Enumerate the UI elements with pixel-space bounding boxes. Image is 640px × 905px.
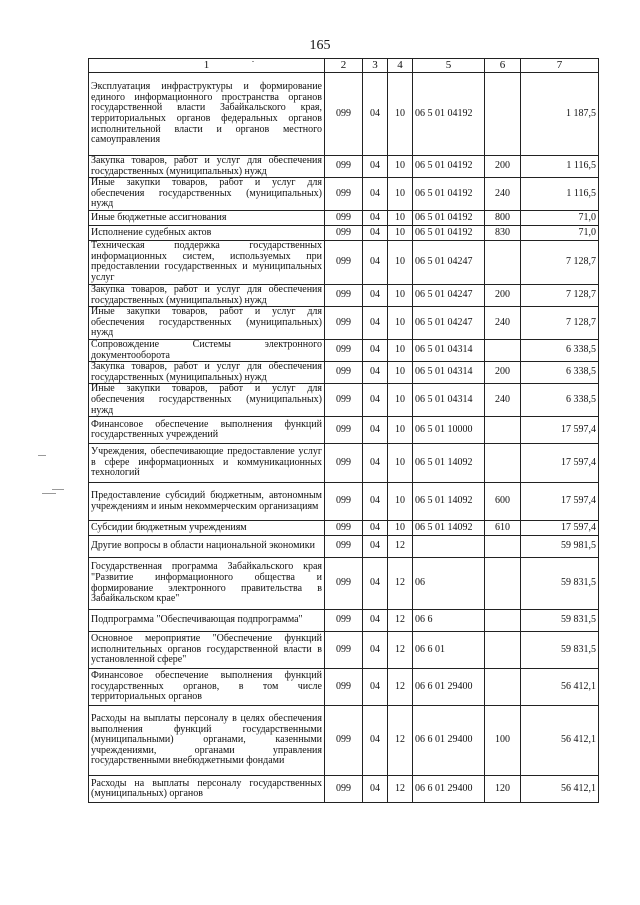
row-target-article: 06 5 01 04314 — [413, 362, 485, 384]
row-target-article: 06 6 01 29400 — [413, 669, 485, 706]
row-target-article: 06 5 01 04192 — [413, 73, 485, 156]
row-section-code: 04 — [363, 444, 388, 483]
row-ministry-code: 099 — [325, 669, 363, 706]
row-amount: 56 412,1 — [521, 776, 599, 803]
row-ministry-code: 099 — [325, 178, 363, 211]
table-row — [89, 536, 599, 558]
row-name: Закупка товаров, работ и услуг для обеспечения государственных (муниципальных) нужд — [89, 156, 325, 178]
scan-speck — [252, 61, 254, 62]
row-target-article: 06 5 01 04192 — [413, 210, 485, 225]
row-subsection-code: 10 — [388, 483, 413, 521]
row-amount: 7 128,7 — [521, 240, 599, 284]
row-amount: 59 831,5 — [521, 610, 599, 632]
scan-speck — [52, 489, 64, 490]
row-target-article: 06 5 01 10000 — [413, 417, 485, 444]
row-subsection-code: 12 — [388, 706, 413, 776]
column-header-2: 2 — [325, 59, 363, 73]
row-expense-type: 240 — [485, 384, 521, 417]
row-subsection-code: 12 — [388, 669, 413, 706]
row-section-code: 04 — [363, 669, 388, 706]
row-ministry-code: 099 — [325, 210, 363, 225]
table-header-row — [89, 59, 599, 73]
row-expense-type — [485, 558, 521, 610]
row-subsection-code: 10 — [388, 362, 413, 384]
row-ministry-code: 099 — [325, 156, 363, 178]
row-name: Закупка товаров, работ и услуг для обеспечения государственных (муниципальных) нужд — [89, 284, 325, 306]
row-expense-type — [485, 240, 521, 284]
page-number: 165 — [309, 38, 331, 53]
row-target-article — [413, 536, 485, 558]
row-target-article: 06 5 01 14092 — [413, 521, 485, 536]
row-target-article: 06 6 — [413, 610, 485, 632]
row-section-code: 04 — [363, 240, 388, 284]
row-ministry-code: 099 — [325, 284, 363, 306]
row-expense-type — [485, 536, 521, 558]
row-expense-type: 200 — [485, 362, 521, 384]
table-row — [89, 339, 599, 361]
row-name: Финансовое обеспечение выполнения функций государственных органов, в том числе территориальных органов — [89, 669, 325, 706]
row-target-article: 06 5 01 04247 — [413, 240, 485, 284]
row-ministry-code: 099 — [325, 225, 363, 240]
row-section-code: 04 — [363, 225, 388, 240]
row-section-code: 04 — [363, 536, 388, 558]
row-name: Расходы на выплаты персоналу в целях обеспечения выполнения функций государственными (муниципальными) органами, казенными учреждениями, органами управления государственными внебюджетными фондами — [89, 706, 325, 776]
row-expense-type — [485, 339, 521, 361]
row-name: Техническая поддержка государственных информационных систем, используемых при предоставлении государственных и муниципальных услуг — [89, 240, 325, 284]
row-expense-type: 240 — [485, 178, 521, 211]
row-subsection-code: 12 — [388, 536, 413, 558]
row-subsection-code: 10 — [388, 73, 413, 156]
row-name: Закупка товаров, работ и услуг для обеспечения государственных (муниципальных) нужд — [89, 362, 325, 384]
row-section-code: 04 — [363, 632, 388, 669]
row-name: Другие вопросы в области национальной экономики — [89, 536, 325, 558]
row-ministry-code: 099 — [325, 307, 363, 340]
row-section-code: 04 — [363, 284, 388, 306]
row-expense-type: 200 — [485, 284, 521, 306]
row-expense-type: 120 — [485, 776, 521, 803]
row-target-article: 06 5 01 04192 — [413, 156, 485, 178]
row-name: Сопровождение Системы электронного документооборота — [89, 339, 325, 361]
row-expense-type — [485, 444, 521, 483]
row-amount: 1 116,5 — [521, 156, 599, 178]
table-row — [89, 444, 599, 483]
row-name: Иные закупки товаров, работ и услуг для обеспечения государственных (муниципальных) нужд — [89, 178, 325, 211]
row-subsection-code: 10 — [388, 156, 413, 178]
row-target-article: 06 6 01 29400 — [413, 706, 485, 776]
table-row — [89, 521, 599, 536]
scan-speck — [42, 493, 56, 494]
row-subsection-code: 12 — [388, 610, 413, 632]
row-amount: 6 338,5 — [521, 384, 599, 417]
row-expense-type: 240 — [485, 307, 521, 340]
column-header-3: 3 — [363, 59, 388, 73]
row-section-code: 04 — [363, 706, 388, 776]
row-name: Иные закупки товаров, работ и услуг для обеспечения государственных (муниципальных) нужд — [89, 307, 325, 340]
row-target-article: 06 6 01 — [413, 632, 485, 669]
row-name: Подпрограмма "Обеспечивающая подпрограмма" — [89, 610, 325, 632]
row-target-article: 06 5 01 04247 — [413, 284, 485, 306]
column-header-7: 7 — [521, 59, 599, 73]
row-amount: 17 597,4 — [521, 444, 599, 483]
scan-speck — [38, 455, 46, 456]
table-row — [89, 483, 599, 521]
row-subsection-code: 10 — [388, 339, 413, 361]
row-target-article: 06 5 01 14092 — [413, 444, 485, 483]
row-section-code: 04 — [363, 521, 388, 536]
row-name: Предоставление субсидий бюджетным, автономным учреждениям и иным некоммерческим организациям — [89, 483, 325, 521]
row-section-code: 04 — [363, 558, 388, 610]
row-target-article: 06 5 01 04314 — [413, 339, 485, 361]
row-amount: 17 597,4 — [521, 521, 599, 536]
row-amount: 59 831,5 — [521, 632, 599, 669]
table-row — [89, 669, 599, 706]
row-name: Финансовое обеспечение выполнения функций государственных учреждений — [89, 417, 325, 444]
row-ministry-code: 099 — [325, 483, 363, 521]
row-amount: 59 831,5 — [521, 558, 599, 610]
table-row — [89, 73, 599, 156]
row-expense-type — [485, 632, 521, 669]
table-row — [89, 417, 599, 444]
row-subsection-code: 12 — [388, 558, 413, 610]
row-subsection-code: 10 — [388, 521, 413, 536]
row-expense-type: 100 — [485, 706, 521, 776]
table-row — [89, 210, 599, 225]
row-section-code: 04 — [363, 362, 388, 384]
row-section-code: 04 — [363, 210, 388, 225]
row-expense-type — [485, 610, 521, 632]
row-name: Государственная программа Забайкальского края "Развитие информационного общества и формирование электронного правительства в Забайкальском крае" — [89, 558, 325, 610]
row-ministry-code: 099 — [325, 362, 363, 384]
row-subsection-code: 10 — [388, 417, 413, 444]
row-target-article: 06 5 01 14092 — [413, 483, 485, 521]
row-section-code: 04 — [363, 610, 388, 632]
row-name: Расходы на выплаты персоналу государственных (муниципальных) органов — [89, 776, 325, 803]
row-ministry-code: 099 — [325, 632, 363, 669]
row-amount: 7 128,7 — [521, 307, 599, 340]
row-section-code: 04 — [363, 776, 388, 803]
row-expense-type — [485, 669, 521, 706]
table-row — [89, 156, 599, 178]
row-amount: 6 338,5 — [521, 339, 599, 361]
row-section-code: 04 — [363, 339, 388, 361]
row-ministry-code: 099 — [325, 417, 363, 444]
row-expense-type: 600 — [485, 483, 521, 521]
row-section-code: 04 — [363, 384, 388, 417]
column-header-6: 6 — [485, 59, 521, 73]
table-body — [89, 73, 599, 803]
table-row — [89, 558, 599, 610]
row-amount: 1 116,5 — [521, 178, 599, 211]
row-expense-type: 830 — [485, 225, 521, 240]
row-amount: 17 597,4 — [521, 417, 599, 444]
row-expense-type: 610 — [485, 521, 521, 536]
row-subsection-code: 10 — [388, 210, 413, 225]
row-expense-type — [485, 73, 521, 156]
row-subsection-code: 10 — [388, 284, 413, 306]
row-subsection-code: 12 — [388, 776, 413, 803]
table-row — [89, 284, 599, 306]
column-header-5: 5 — [413, 59, 485, 73]
row-section-code: 04 — [363, 178, 388, 211]
table-row — [89, 632, 599, 669]
row-expense-type — [485, 417, 521, 444]
row-amount: 59 981,5 — [521, 536, 599, 558]
row-ministry-code: 099 — [325, 610, 363, 632]
row-name: Основное мероприятие "Обеспечение функций исполнительных органов государственной власти в установленной сфере" — [89, 632, 325, 669]
row-amount: 56 412,1 — [521, 706, 599, 776]
row-target-article: 06 5 01 04247 — [413, 307, 485, 340]
row-expense-type: 200 — [485, 156, 521, 178]
row-subsection-code: 12 — [388, 632, 413, 669]
row-ministry-code: 099 — [325, 384, 363, 417]
row-ministry-code: 099 — [325, 536, 363, 558]
row-expense-type: 800 — [485, 210, 521, 225]
row-ministry-code: 099 — [325, 558, 363, 610]
budget-table — [88, 58, 599, 803]
row-section-code: 04 — [363, 73, 388, 156]
row-amount: 71,0 — [521, 225, 599, 240]
row-section-code: 04 — [363, 307, 388, 340]
row-subsection-code: 10 — [388, 178, 413, 211]
table-row — [89, 178, 599, 211]
table-row — [89, 307, 599, 340]
table-row — [89, 776, 599, 803]
row-target-article: 06 5 01 04314 — [413, 384, 485, 417]
row-name: Иные закупки товаров, работ и услуг для обеспечения государственных (муниципальных) нужд — [89, 384, 325, 417]
row-name: Эксплуатация инфраструктуры и формирование единого информационного пространства органов государственной власти Забайкальского края, территориальных органов федеральных органов исполнительной власти и органов местного самоуправления — [89, 73, 325, 156]
row-target-article: 06 5 01 04192 — [413, 225, 485, 240]
row-target-article: 06 6 01 29400 — [413, 776, 485, 803]
row-amount: 17 597,4 — [521, 483, 599, 521]
row-section-code: 04 — [363, 483, 388, 521]
row-subsection-code: 10 — [388, 444, 413, 483]
row-subsection-code: 10 — [388, 225, 413, 240]
table-row — [89, 362, 599, 384]
row-ministry-code: 099 — [325, 776, 363, 803]
row-section-code: 04 — [363, 156, 388, 178]
row-ministry-code: 099 — [325, 240, 363, 284]
row-name: Субсидии бюджетным учреждениям — [89, 521, 325, 536]
row-subsection-code: 10 — [388, 384, 413, 417]
row-ministry-code: 099 — [325, 706, 363, 776]
row-ministry-code: 099 — [325, 339, 363, 361]
table-row — [89, 384, 599, 417]
row-ministry-code: 099 — [325, 444, 363, 483]
row-target-article: 06 5 01 04192 — [413, 178, 485, 211]
table-row — [89, 225, 599, 240]
row-amount: 71,0 — [521, 210, 599, 225]
table-row — [89, 240, 599, 284]
row-name: Учреждения, обеспечивающие предоставление услуг в сфере информационных и коммуникационных технологий — [89, 444, 325, 483]
row-target-article: 06 — [413, 558, 485, 610]
row-name: Иные бюджетные ассигнования — [89, 210, 325, 225]
row-subsection-code: 10 — [388, 307, 413, 340]
row-subsection-code: 10 — [388, 240, 413, 284]
column-header-1: 1 — [89, 59, 325, 73]
row-amount: 1 187,5 — [521, 73, 599, 156]
column-header-4: 4 — [388, 59, 413, 73]
row-ministry-code: 099 — [325, 73, 363, 156]
row-ministry-code: 099 — [325, 521, 363, 536]
row-name: Исполнение судебных актов — [89, 225, 325, 240]
row-section-code: 04 — [363, 417, 388, 444]
row-amount: 7 128,7 — [521, 284, 599, 306]
table-row — [89, 706, 599, 776]
row-amount: 6 338,5 — [521, 362, 599, 384]
row-amount: 56 412,1 — [521, 669, 599, 706]
table-row — [89, 610, 599, 632]
